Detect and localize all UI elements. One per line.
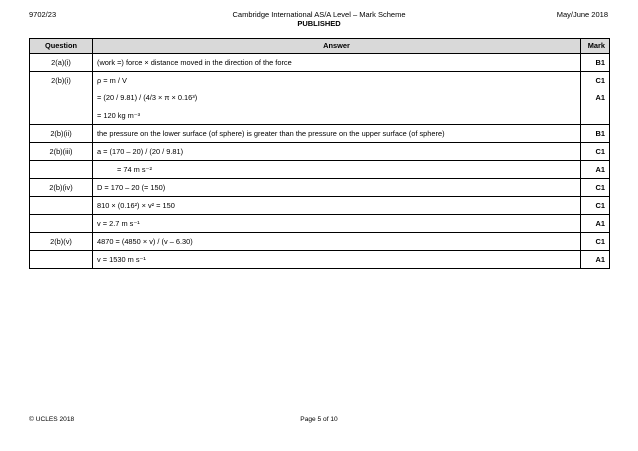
table-row	[30, 251, 610, 269]
question-cell: 2(b)(v)	[30, 233, 93, 251]
answer-cell: = 74 m s⁻²	[93, 161, 581, 179]
answer-cell: v = 2.7 m s⁻¹	[93, 215, 581, 233]
table-row	[30, 161, 610, 179]
column-header-mark: Mark	[581, 39, 610, 54]
table-row	[30, 143, 610, 161]
answer-cell: 810 × (0.16²) × v² = 150	[93, 197, 581, 215]
mark-cell: C1	[581, 143, 610, 161]
answer-cell: (work =) force × distance moved in the direction of the force	[93, 54, 581, 72]
question-cell	[30, 161, 93, 179]
page-number: Page 5 of 10	[300, 416, 338, 423]
paper-code: 9702/23	[29, 10, 57, 19]
answer-line: = 120 kg m⁻³	[97, 111, 141, 120]
table-row	[30, 72, 610, 125]
table-row	[30, 215, 610, 233]
answer-cell	[93, 72, 581, 125]
answer-cell: D = 170 – 20 (= 150)	[93, 179, 581, 197]
answer-cell: a = (170 – 20) / (20 / 9.81)	[93, 143, 581, 161]
table-row	[30, 197, 610, 215]
mark-cell: B1	[581, 125, 610, 143]
exam-session: May/June 2018	[556, 10, 608, 19]
table-row	[30, 233, 610, 251]
mark-line: C1	[595, 76, 605, 85]
question-cell: 2(b)(iv)	[30, 179, 93, 197]
table-header-row	[30, 39, 610, 54]
answer-line: ρ = m / V	[97, 76, 127, 85]
answer-line: = (20 / 9.81) / (4/3 × π × 0.16³)	[97, 93, 198, 102]
column-header-question: Question	[30, 39, 93, 54]
question-cell: 2(b)(iii)	[30, 143, 93, 161]
mark-cell: C1	[581, 179, 610, 197]
published-label: PUBLISHED	[297, 19, 341, 28]
mark-cell: C1	[581, 197, 610, 215]
mark-cell	[581, 72, 610, 125]
question-cell	[30, 197, 93, 215]
mark-cell: A1	[581, 251, 610, 269]
question-cell	[30, 215, 93, 233]
question-cell	[30, 251, 93, 269]
question-cell: 2(b)(ii)	[30, 125, 93, 143]
copyright-notice: © UCLES 2018	[29, 416, 75, 423]
answer-cell: the pressure on the lower surface (of sphere) is greater than the pressure on the upper surface (of sphere)	[93, 125, 581, 143]
mark-line: A1	[595, 93, 605, 102]
table-row	[30, 179, 610, 197]
table-row	[30, 125, 610, 143]
document-title: Cambridge International AS/A Level – Mark Scheme	[232, 10, 406, 19]
answer-cell: 4870 = (4850 × v) / (v – 6.30)	[93, 233, 581, 251]
mark-cell: B1	[581, 54, 610, 72]
mark-cell: A1	[581, 215, 610, 233]
table-row	[30, 54, 610, 72]
question-cell: 2(b)(i)	[30, 72, 93, 125]
column-header-answer: Answer	[93, 39, 581, 54]
mark-cell: C1	[581, 233, 610, 251]
answer-cell: v = 1530 m s⁻¹	[93, 251, 581, 269]
document-header	[0, 10, 638, 28]
mark-cell: A1	[581, 161, 610, 179]
question-cell: 2(a)(i)	[30, 54, 93, 72]
mark-scheme-table	[29, 38, 610, 269]
